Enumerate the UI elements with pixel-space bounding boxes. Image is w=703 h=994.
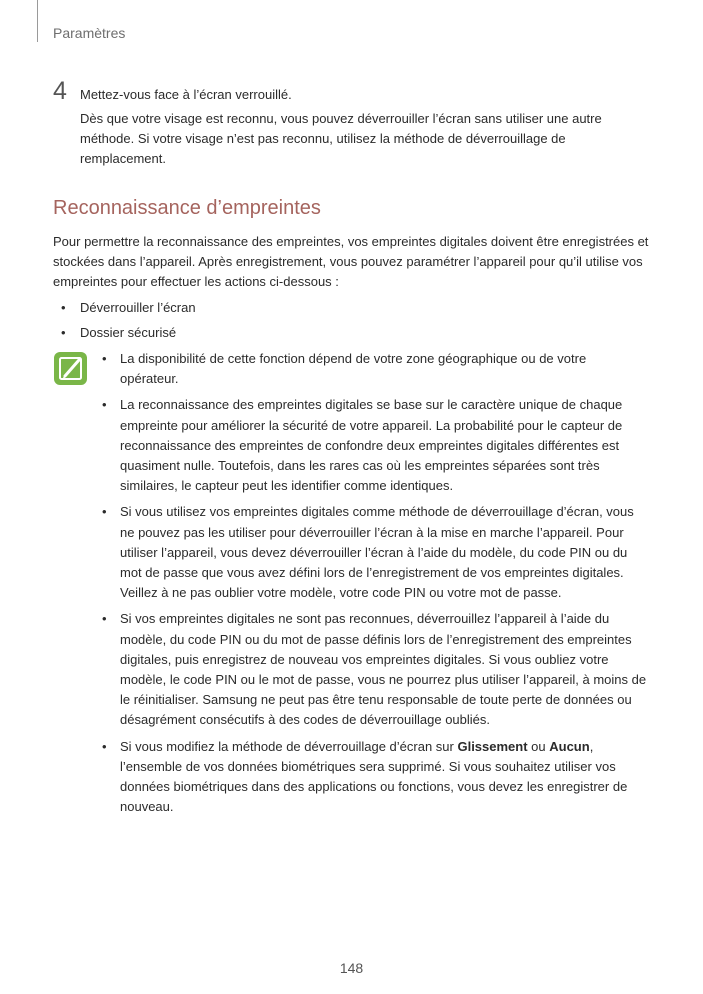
- step-number: 4: [53, 77, 67, 105]
- action-list: [53, 298, 196, 348]
- option-glissement: Glissement: [457, 738, 528, 754]
- step-title: Mettez-vous face à l’écran verrouillé.: [80, 87, 292, 102]
- section-intro: Pour permettre la reconnaissance des empreintes, vos empreintes digitales doivent être enregistrées et stockées dans l’appareil. Après enregistrement, vous pouvez paramétrer l’appareil pour qu’il utilise vos empreintes pour effectuer les actions ci-dessous :: [53, 234, 649, 289]
- option-aucun: Aucun: [549, 738, 590, 754]
- note-item: • La disponibilité de cette fonction dépend de votre zone géographique ou de votre opérateur.: [102, 351, 587, 387]
- note-icon: [53, 351, 88, 386]
- list-item: • Dossier sécurisé: [61, 325, 177, 340]
- note-list: [100, 349, 648, 823]
- page-header-title: Paramètres: [53, 25, 126, 41]
- note-item: • La reconnaissance des empreintes digitales se base sur le caractère unique de chaque empreinte pour améliorer la sécurité de votre appareil. La probabilité pour le capteur de reconnaissance des empreintes de confondre deux empreintes digitales différentes est quasiment nulle. Toutefois, dans les rares cas où les empreintes séparées sont très similaires, le capteur peut les identifier comme identiques.: [102, 397, 623, 494]
- list-item: • Déverrouiller l’écran: [61, 300, 196, 315]
- page-number: 148: [339, 960, 364, 976]
- note-item: • Si vous modifiez la méthode de déverrouillage d’écran sur Glissement ou Aucun, l’ensemble de vos données biométriques sera supprimé. Si vous souhaitez utiliser vos données biométriques dans des applications ou fonctions, vous devez les enregistrer de nouveau.: [102, 738, 628, 815]
- step-body: Dès que votre visage est reconnu, vous pouvez déverrouiller l’écran sans utiliser une autre méthode. Si votre visage n’est pas reconnu, utilisez la méthode de déverrouillage de remplacement.: [80, 111, 602, 166]
- note-item: • Si vous utilisez vos empreintes digitales comme méthode de déverrouillage d’écran, vous ne pouvez pas les utiliser pour déverrouiller l’écran à la mise en marche l’appareil. Pour utiliser l’appareil, vous devez déverrouiller l’écran à l’aide du modèle, du code PIN ou du mot de passe que vous avez défini lors de l’enregistrement de vos empreintes digitales. Veillez à ne pas oublier votre modèle, votre code PIN ou votre mot de passe.: [102, 504, 634, 601]
- note-item: • Si vos empreintes digitales ne sont pas reconnues, déverrouillez l’appareil à l’aide du modèle, du code PIN ou du mot de passe définis lors de l’enregistrement des empreintes digitales, puis enregistrez de nouveau vos empreintes digitales. Si vous oubliez votre modèle, le code PIN ou le mot de passe, vous ne pourrez plus utiliser l’appareil, à moins de le réinitialiser. Samsung ne peut pas être tenu responsable de toute perte de données ou désagrément consécutifs à des codes de déverrouillage oubliés.: [102, 611, 647, 728]
- section-title: Reconnaissance d’empreintes: [53, 197, 321, 219]
- header-divider: [37, 0, 38, 42]
